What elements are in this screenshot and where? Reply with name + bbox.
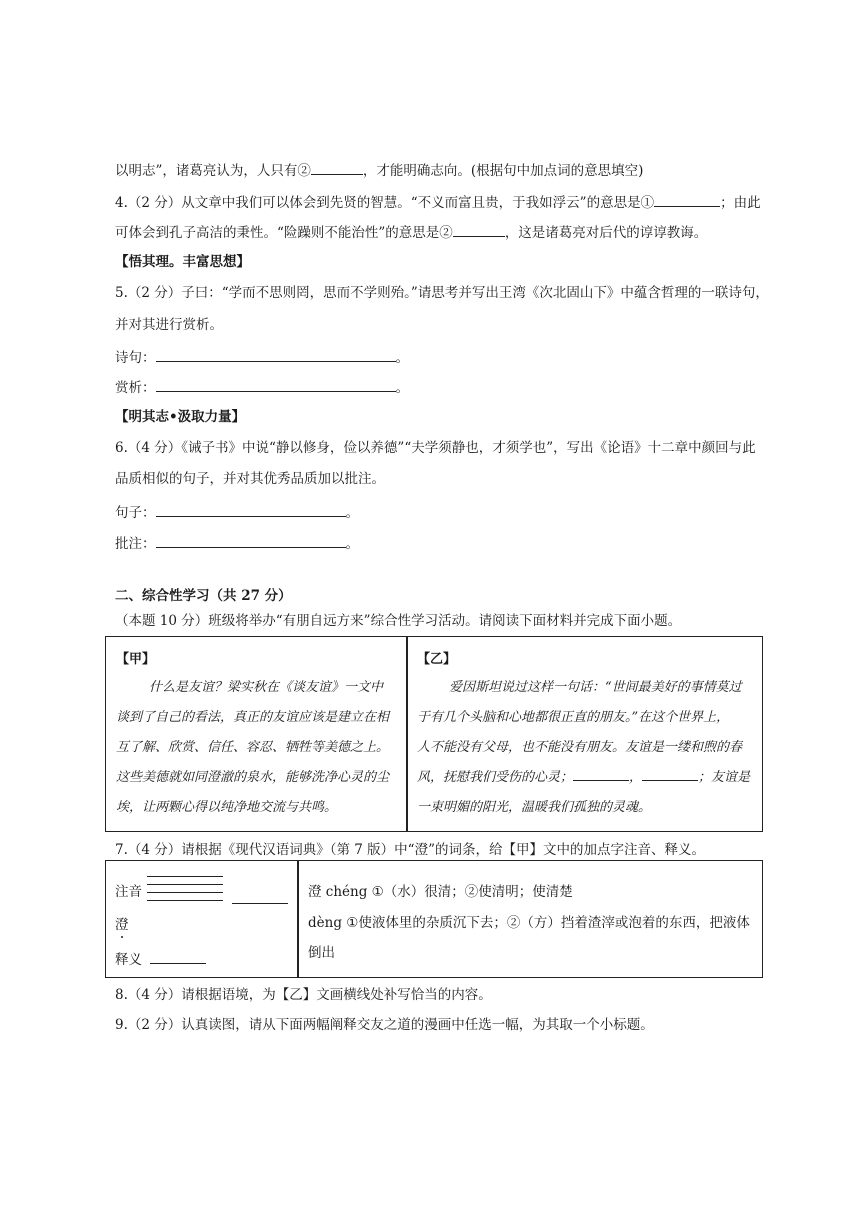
q3-tail-line: [115, 160, 643, 180]
material-yi-line-3: 人不能没有父母，也不能没有朋友。友谊是一缕和煦的春: [417, 740, 743, 755]
material-yi: [417, 647, 757, 823]
yi-blank-1[interactable]: [573, 766, 629, 781]
q4-blank-1[interactable]: [654, 192, 720, 207]
q5-poem-label: 诗句：: [115, 350, 156, 366]
entry-line-1: 澄 chéng ①（水）很清；②使清明；使清楚: [308, 884, 573, 900]
entry-line-2: dèng ①使液体里的杂质沉下去；②（方）挡着渣滓或泡着的东西，把液体: [308, 915, 750, 931]
q4-line1-pre: 4.（2 分）从文章中我们可以体会到先贤的智慧。“不义而富且贵，于我如浮云”的意思是①: [115, 195, 655, 211]
q4-line-2: [115, 222, 707, 242]
material-jia: [116, 647, 401, 823]
q4-line2-post: ，这是诸葛亮对后代的谆谆教诲。: [504, 225, 708, 241]
materials-table: [105, 636, 763, 832]
meaning-row: [115, 949, 206, 969]
material-jia-line-1: 什么是友谊？梁实秋在《谈友谊》一文中: [149, 680, 384, 695]
q4-line-1: [115, 192, 761, 212]
q5-appreciate-blank[interactable]: [156, 377, 396, 392]
material-jia-tag: 【甲】: [116, 652, 156, 667]
material-yi-line-5: 一束明媚的阳光，温暖我们孤独的灵魂。: [417, 800, 652, 815]
q7-stem: 7.（4 分）请根据《现代汉语词典》（第 7 版）中“澄”的词条，给【甲】文中的加点字注音、释义。: [115, 842, 705, 858]
meaning-label: 释义: [115, 952, 142, 968]
yi-blank-2[interactable]: [642, 766, 698, 781]
q6-sentence-label: 句子：: [115, 505, 156, 521]
q5-stem-line-2: 并对其进行赏析。: [115, 317, 223, 333]
q6-stem-line-1: 6.（4 分）《诫子书》中说“静以修身，俭以养德”“夫学须静也，才须学也”，写出《论语》十二章中颜回与此: [115, 440, 756, 456]
dictionary-divider: [297, 861, 299, 977]
material-jia-line-4: 这些美德就如同澄澈的泉水，能够洗净心灵的尘: [116, 770, 390, 785]
part2-heading: 二、综合性学习（共 27 分）: [115, 588, 292, 604]
material-yi-line-2: 于有几个头脑和心地都很正直的朋友。”在这个世界上，: [417, 710, 730, 725]
q5-poem-blank[interactable]: [156, 347, 396, 362]
material-jia-line-5: 埃，让两颗心得以纯净地交流与共鸣。: [116, 800, 338, 815]
q6-sentence-blank[interactable]: [156, 502, 346, 517]
material-jia-line-2: 谈到了自己的看法，真正的友谊应该是建立在相: [116, 710, 390, 725]
entry-line-3: 倒出: [308, 945, 335, 961]
q3-blank-2[interactable]: [311, 160, 363, 175]
q4-blank-2[interactable]: [453, 222, 505, 237]
dictionary-table: [105, 860, 763, 978]
q5-stem-line-1: 5.（2 分）子曰：“学而不思则罔，思而不学则殆。”请思考并写出王湾《次北固山下》中蕴含哲理的一联诗句，: [115, 285, 769, 301]
q6-sentence-line: 句子： 。: [115, 502, 359, 522]
material-yi-tag: 【乙】: [417, 652, 457, 667]
q3-tail-pre: 以明志”，诸葛亮认为，人只有②: [115, 163, 311, 179]
q6-note-label: 批注：: [115, 536, 156, 552]
q6-note-blank[interactable]: [156, 533, 346, 548]
pinyin-row: [115, 883, 142, 901]
dotted-char: 澄: [115, 917, 129, 933]
char-row: [115, 916, 129, 934]
q5-poem-line: 诗句： 。: [115, 347, 409, 367]
q4-line1-post: ；由此: [720, 195, 761, 211]
pinyin-label: 注音: [115, 884, 142, 900]
material-yi-line-1: 爱因斯坦说过这样一句话：“世间最美好的事情莫过: [449, 680, 742, 695]
q5-appreciate-label: 赏析：: [115, 380, 156, 396]
q6-note-line: 批注： 。: [115, 533, 359, 553]
pinyin-grid[interactable]: [147, 876, 223, 906]
pinyin-blank[interactable]: [232, 889, 288, 904]
q6-stem-line-2: 品质相似的句子，并对其优秀品质加以批注。: [115, 471, 385, 487]
section-wu-heading: 【悟其理。丰富思想】: [115, 254, 250, 270]
q8-stem: 8.（4 分）请根据语境，为【乙】文画横线处补写恰当的内容。: [115, 987, 492, 1003]
part2-intro: （本题 10 分）班级将举办“有朋自远方来”综合性学习活动。请阅读下面材料并完成下面小题。: [115, 613, 682, 629]
material-yi-line-4: 风，抚慰我们受伤的心灵； ， ；友谊是: [417, 763, 757, 793]
q9-stem: 9.（2 分）认真读图，请从下面两幅阐释交友之道的漫画中任选一幅，为其取一个小标题。: [115, 1017, 654, 1033]
q5-appreciate-line: 赏析： 。: [115, 377, 409, 397]
q3-tail-post: ，才能明确志向。(根据句中加点词的意思填空): [362, 163, 644, 179]
materials-divider: [406, 637, 408, 831]
material-jia-line-3: 互了解、欣赏、信任、容忍、牺牲等美德之上。: [116, 740, 390, 755]
section-ming-heading: 【明其志•汲取力量】: [115, 409, 246, 425]
meaning-blank[interactable]: [150, 949, 206, 964]
q4-line2-pre: 可体会到孔子高洁的秉性。“险躁则不能治性”的意思是②: [115, 225, 453, 241]
